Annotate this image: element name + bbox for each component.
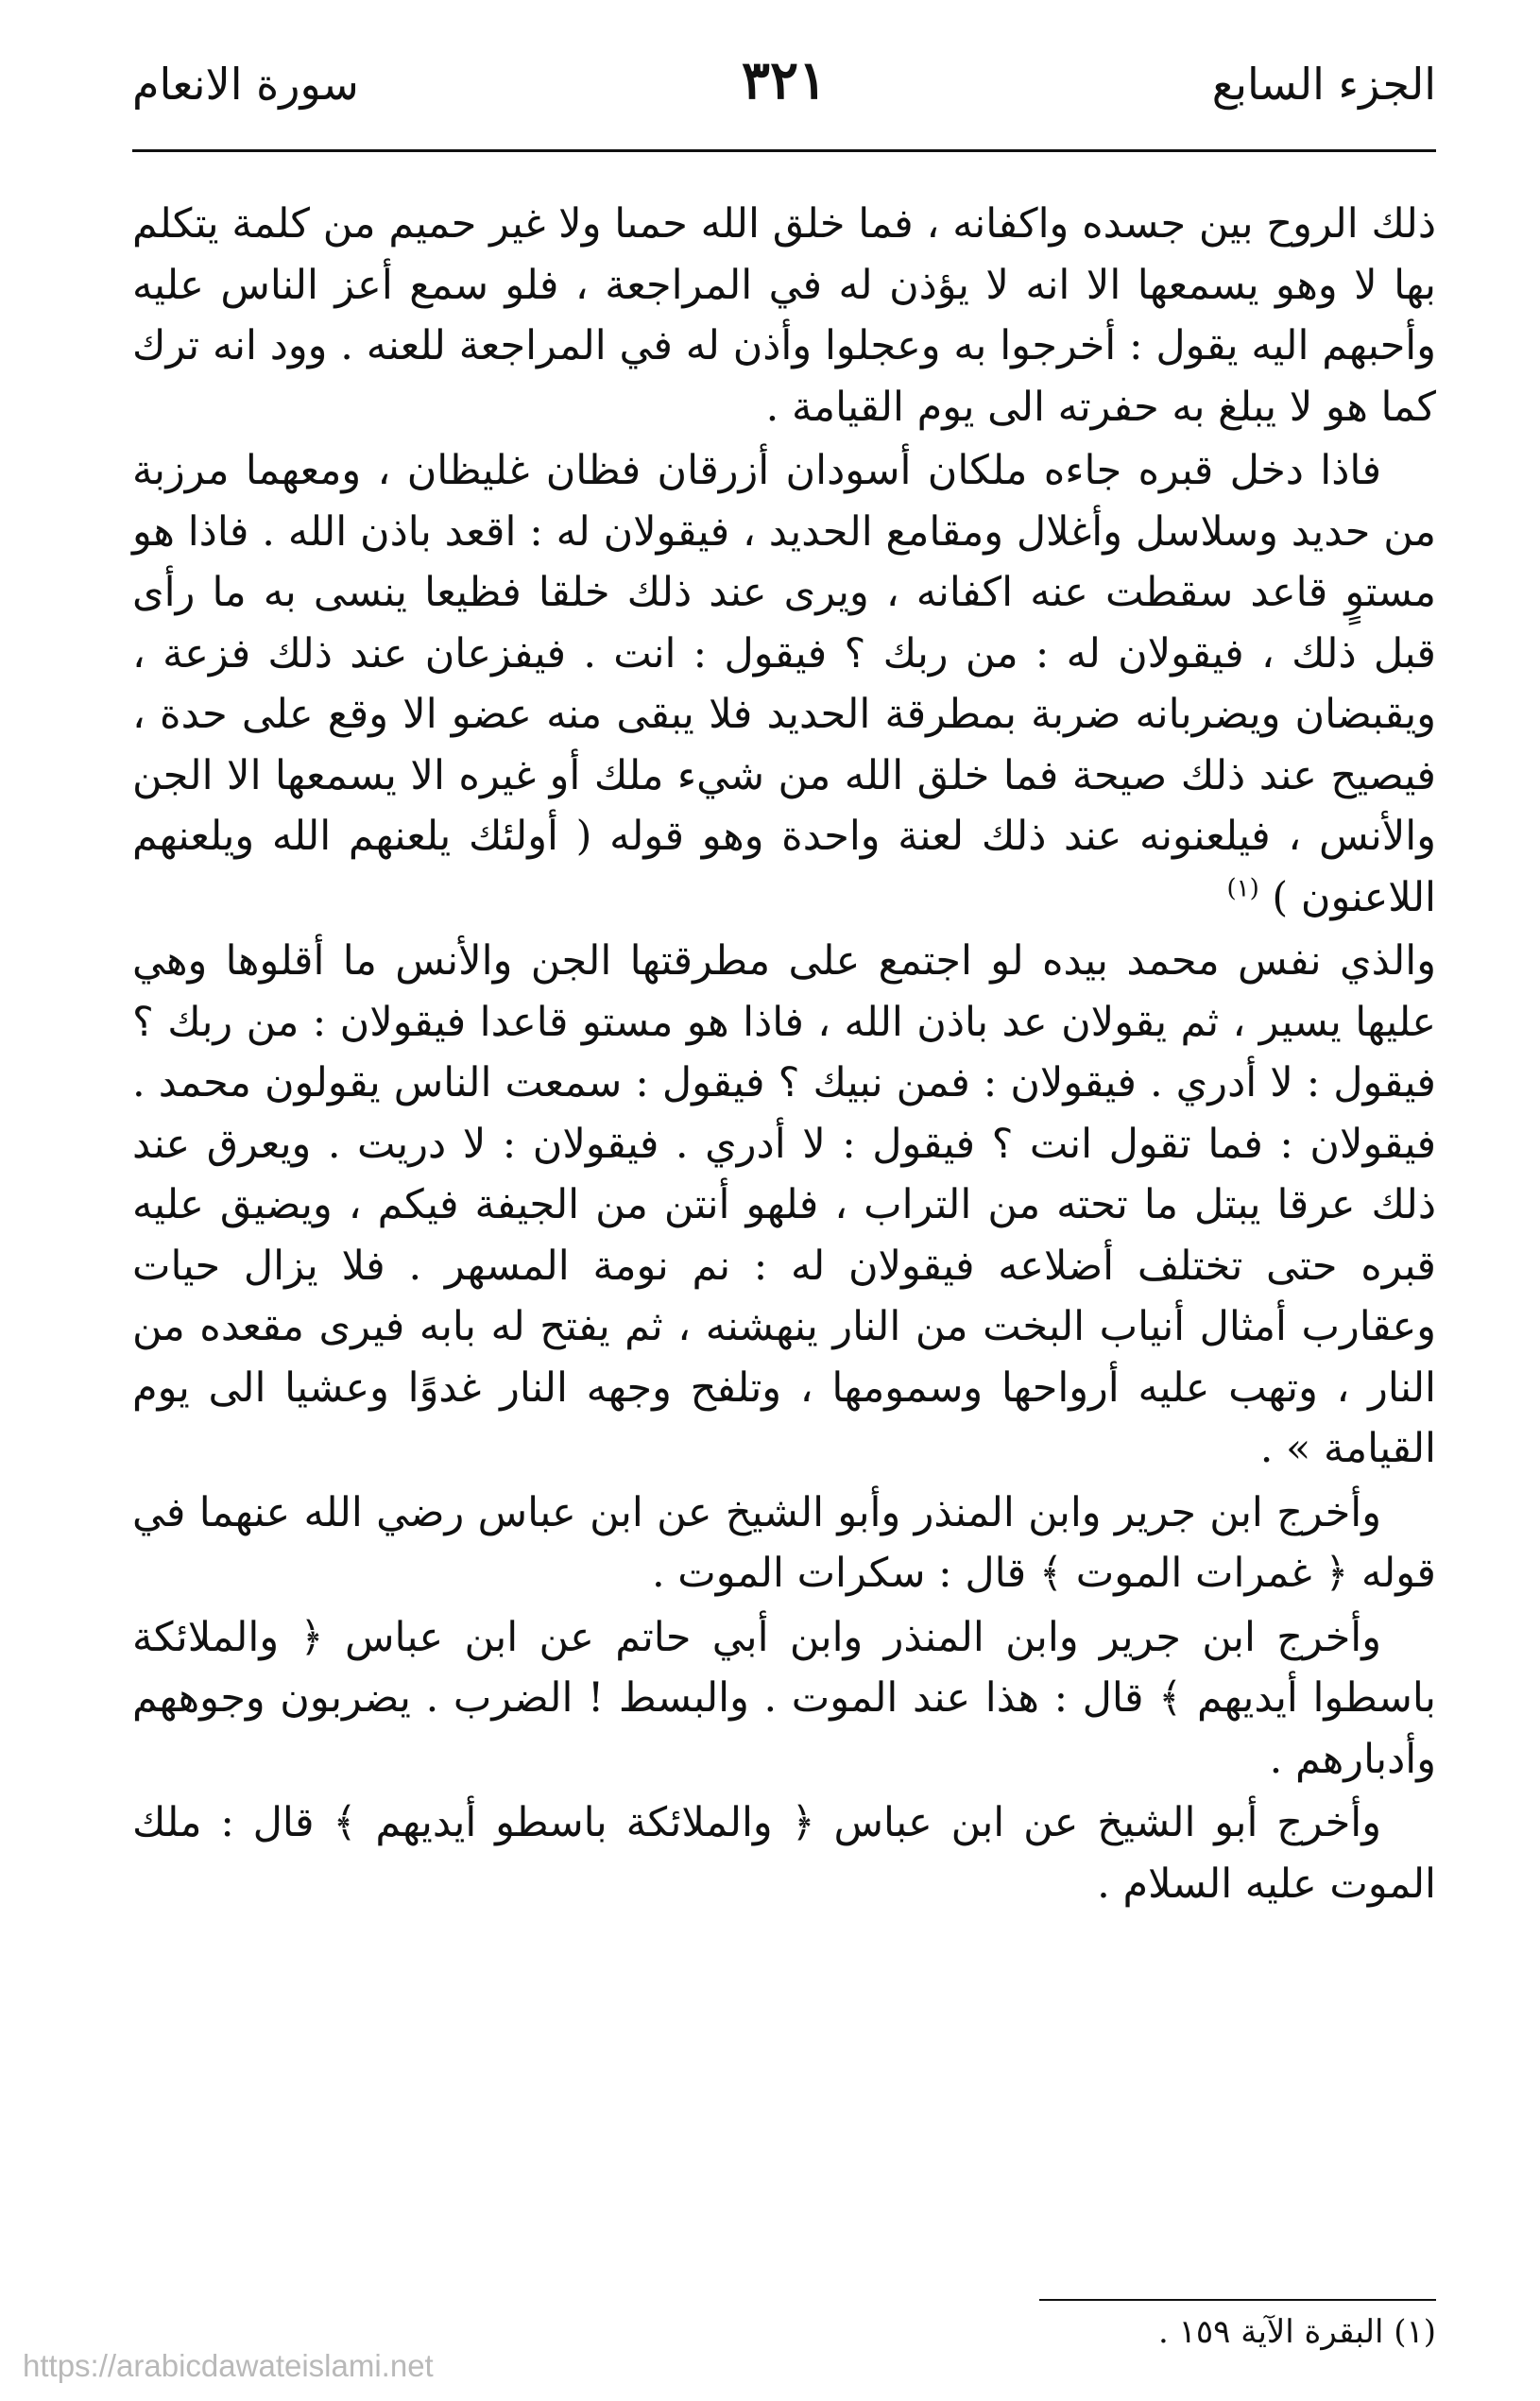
surah-title: سورة الانعام [132,59,359,110]
main-text [132,194,1436,1917]
paragraph-6: وأخرج أبو الشيخ عن ابن عباس ﴿ والملائكة باسطو أيديهم ﴾ قال : ملك الموت عليه السلام . [132,1799,1436,1908]
paragraph-2-text: فاذا دخل قبره جاءه ملكان أسودان أزرقان فظان غليظان ، ومعهما مرزبة من حديد وسلاسل وأغلال ومقامع الحديد ، فيقولان له : اقعد باذن الله . فاذا هو مستوٍ قاعد سقطت عنه اكفانه ، ويرى عند ذلك خلقا فظيعا ينسى به ما رأى قبل ذلك ، فيقولان له : من ربك ؟ فيقول : انت . فيفزعان عند ذلك فزعة ، ويقبضان ويضربانه ضربة بمطرقة الحديد فلا يبقى منه عضو الا وقع على حدة ، فيصيح عند ذلك صيحة فما خلق الله من شيء ملك أو غيره الا يسمعها الا الجن والأنس ، فيلعنونه عند ذلك لعنة واحدة وهو قوله ( أولئك يلعنهم الله ويلعنهم اللاعنون ) [132,447,1436,921]
paragraph-1: ذلك الروح بين جسده واكفانه ، فما خلق الله حمىا ولا غير حميم من كلمة يتكلم بها لا وهو يسمعها الا انه لا يؤذن له في المراجعة ، فلو سمع أعز الناس عليه وأحبهم اليه يقول : أخرجوا به وعجلوا وأذن له في المراجعة للعنه . وود انه ترك كما هو لا يبلغ به حفرته الى يوم القيامة . [132,200,1436,431]
paragraph-3: والذي نفس محمد بيده لو اجتمع على مطرقتها الجن والأنس ما أقلوها وهي عليها يسير ، ثم يقولان عد باذن الله ، فاذا هو مستو قاعدا فيقولان : من ربك ؟ فيقول : لا أدري . فيقولان : فمن نبيك ؟ فيقول : سمعت الناس يقولون محمد . فيقولان : فما تقول انت ؟ فيقول : لا أدري . فيقولان : لا دريت . ويعرق عند ذلك عرقا يبتل ما تحته من التراب ، فلهو أنتن من الجيفة فيكم ، ويضيق عليه قبره حتى تختلف أضلاعه فيقولان له : نم نومة المسهر . فلا يزال حيات وعقارب أمثال أنياب البخت من النار ينهشنه ، ثم يفتح له بابه فيرى مقعده من النار ، وتهب عليه أرواحها وسمومها ، وتلفح وجهه النار غدوًا وعشيا الى يوم القيامة » . [132,937,1437,1472]
paragraph-4: وأخرج ابن جرير وابن المنذر وأبو الشيخ عن ابن عباس رضي الله عنهما في قوله ﴿ غمرات الموت ﴾ قال : سكرات الموت . [132,1488,1436,1597]
watermark-url: https://arabicdawateislami.net [23,2348,434,2383]
footnote-divider [1039,2299,1436,2301]
page-header [132,49,1436,134]
footnote: (١) البقرة الآية ١٥٩ . [1157,2313,1436,2351]
footnote-marker: (١) [1226,874,1259,903]
page-number: ٣٢١ [741,49,828,111]
paragraph-2 [132,440,1436,928]
volume-title: الجزء السابع [1211,59,1436,110]
paragraph-5: وأخرج ابن جرير وابن المنذر وابن أبي حاتم عن ابن عباس ﴿ والملائكة باسطوا أيديهم ﴾ قال : هذا عند الموت . والبسط ! الضرب . يضربون وجوههم وأدبارهم . [132,1613,1436,1783]
header-divider [132,149,1436,152]
